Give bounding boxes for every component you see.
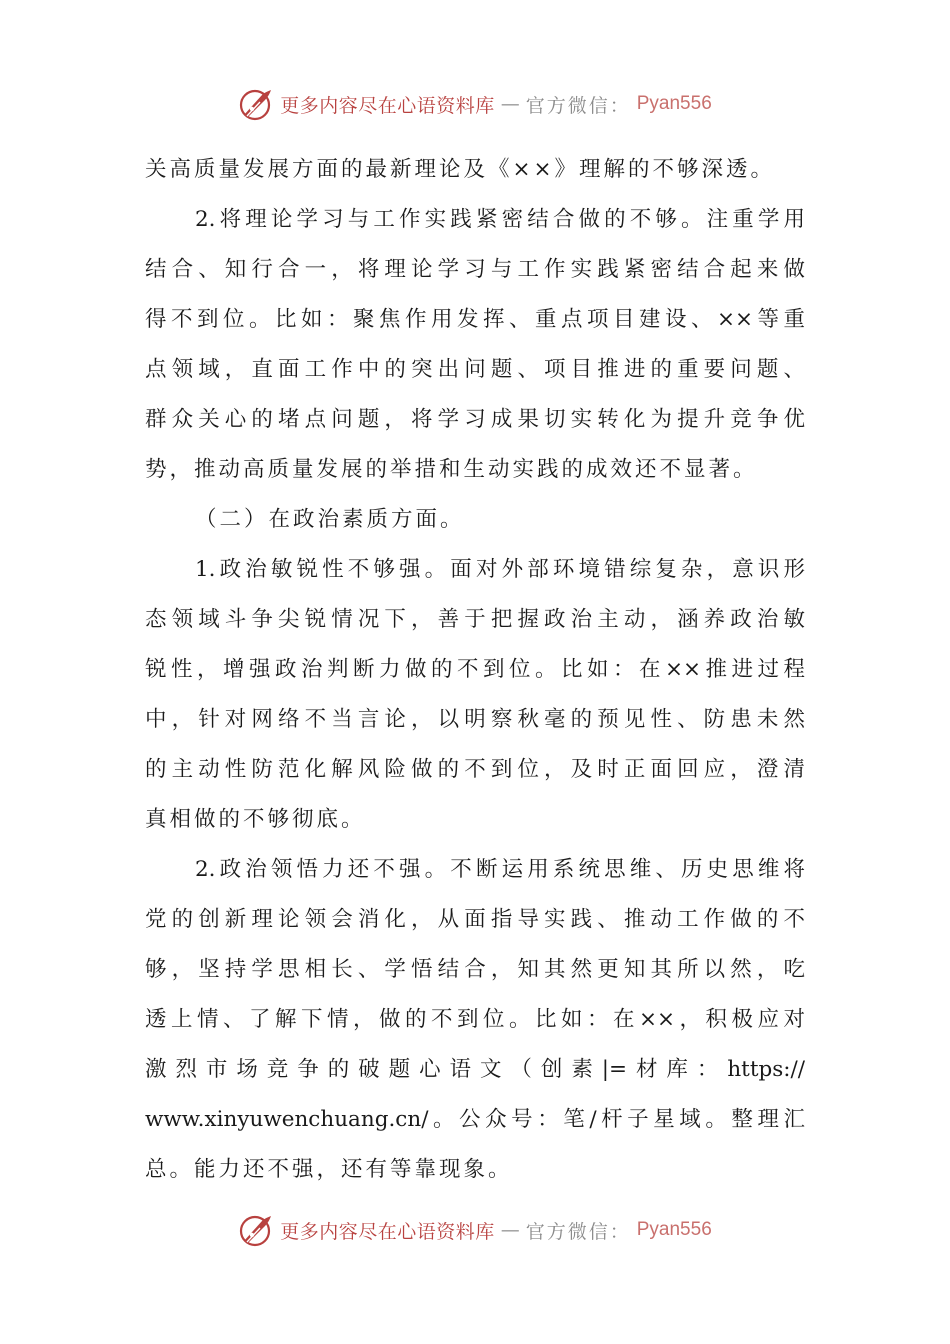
banner-title: 更多内容尽在心语资料库 [280, 1220, 495, 1243]
header-banner [0, 82, 950, 126]
text-line: 关高质量发展方面的最新理论及《××》理解的不够深透。 [145, 157, 776, 182]
document-body [145, 145, 805, 1195]
quill-pen-logo-icon [238, 1212, 274, 1248]
text-line: 透上情、了解下情，做的不到位。比如：在××，积极应对 [145, 1007, 805, 1032]
footer-banner [0, 1208, 950, 1252]
banner-dash: — [500, 1219, 520, 1241]
banner-content [238, 86, 712, 122]
quill-pen-logo-icon [238, 86, 274, 122]
section-heading: （二）在政治素质方面。 [195, 507, 465, 532]
banner-wechat-id: Pyan556 [636, 1219, 712, 1240]
text-line: 总。能力还不强，还有等靠现象。 [145, 1157, 513, 1182]
text-line: 锐性，增强政治判断力做的不到位。比如：在××推进过程 [145, 657, 805, 682]
banner-wechat-id: Pyan556 [636, 93, 712, 114]
text-line: 真相做的不够彻底。 [145, 807, 366, 832]
text-line: 点领域，直面工作中的突出问题、项目推进的重要问题、 [145, 357, 805, 382]
text-line: 势，推动高质量发展的举措和生动实践的成效还不显著。 [145, 457, 758, 482]
text-line: 得不到位。比如：聚焦作用发挥、重点项目建设、××等重 [145, 307, 805, 332]
text-line: 2.将理论学习与工作实践紧密结合做的不够。注重学用 [195, 207, 805, 232]
text-line: 激烈市场竞争的破题心语文（创素|=材库：https:// [145, 1057, 805, 1082]
text-line: 态领域斗争尖锐情况下，善于把握政治主动，涵养政治敏 [145, 607, 805, 632]
banner-content [238, 1212, 712, 1248]
text-line: 结合、知行合一，将理论学习与工作实践紧密结合起来做 [145, 257, 805, 282]
text-line: 党的创新理论领会消化，从面指导实践、推动工作做的不 [145, 907, 805, 932]
text-line: 1.政治敏锐性不够强。面对外部环境错综复杂，意识形 [195, 557, 805, 582]
text-line: 中，针对网络不当言论，以明察秋毫的预见性、防患未然 [145, 707, 805, 732]
banner-official-label: 官方微信： [525, 94, 631, 117]
banner-official-label: 官方微信： [525, 1220, 631, 1243]
text-line: 的主动性防范化解风险做的不到位，及时正面回应，澄清 [145, 757, 805, 782]
text-line: 2.政治领悟力还不强。不断运用系统思维、历史思维将 [195, 857, 805, 882]
text-line: www.xinyuwenchuang.cn/。公众号：笔/杆子星域。整理汇 [145, 1107, 805, 1132]
text-line: 群众关心的堵点问题，将学习成果切实转化为提升竞争优 [145, 407, 805, 432]
text-line: 够，坚持学思相长、学悟结合，知其然更知其所以然，吃 [145, 957, 805, 982]
banner-dash: — [500, 93, 520, 115]
banner-title: 更多内容尽在心语资料库 [280, 94, 495, 117]
